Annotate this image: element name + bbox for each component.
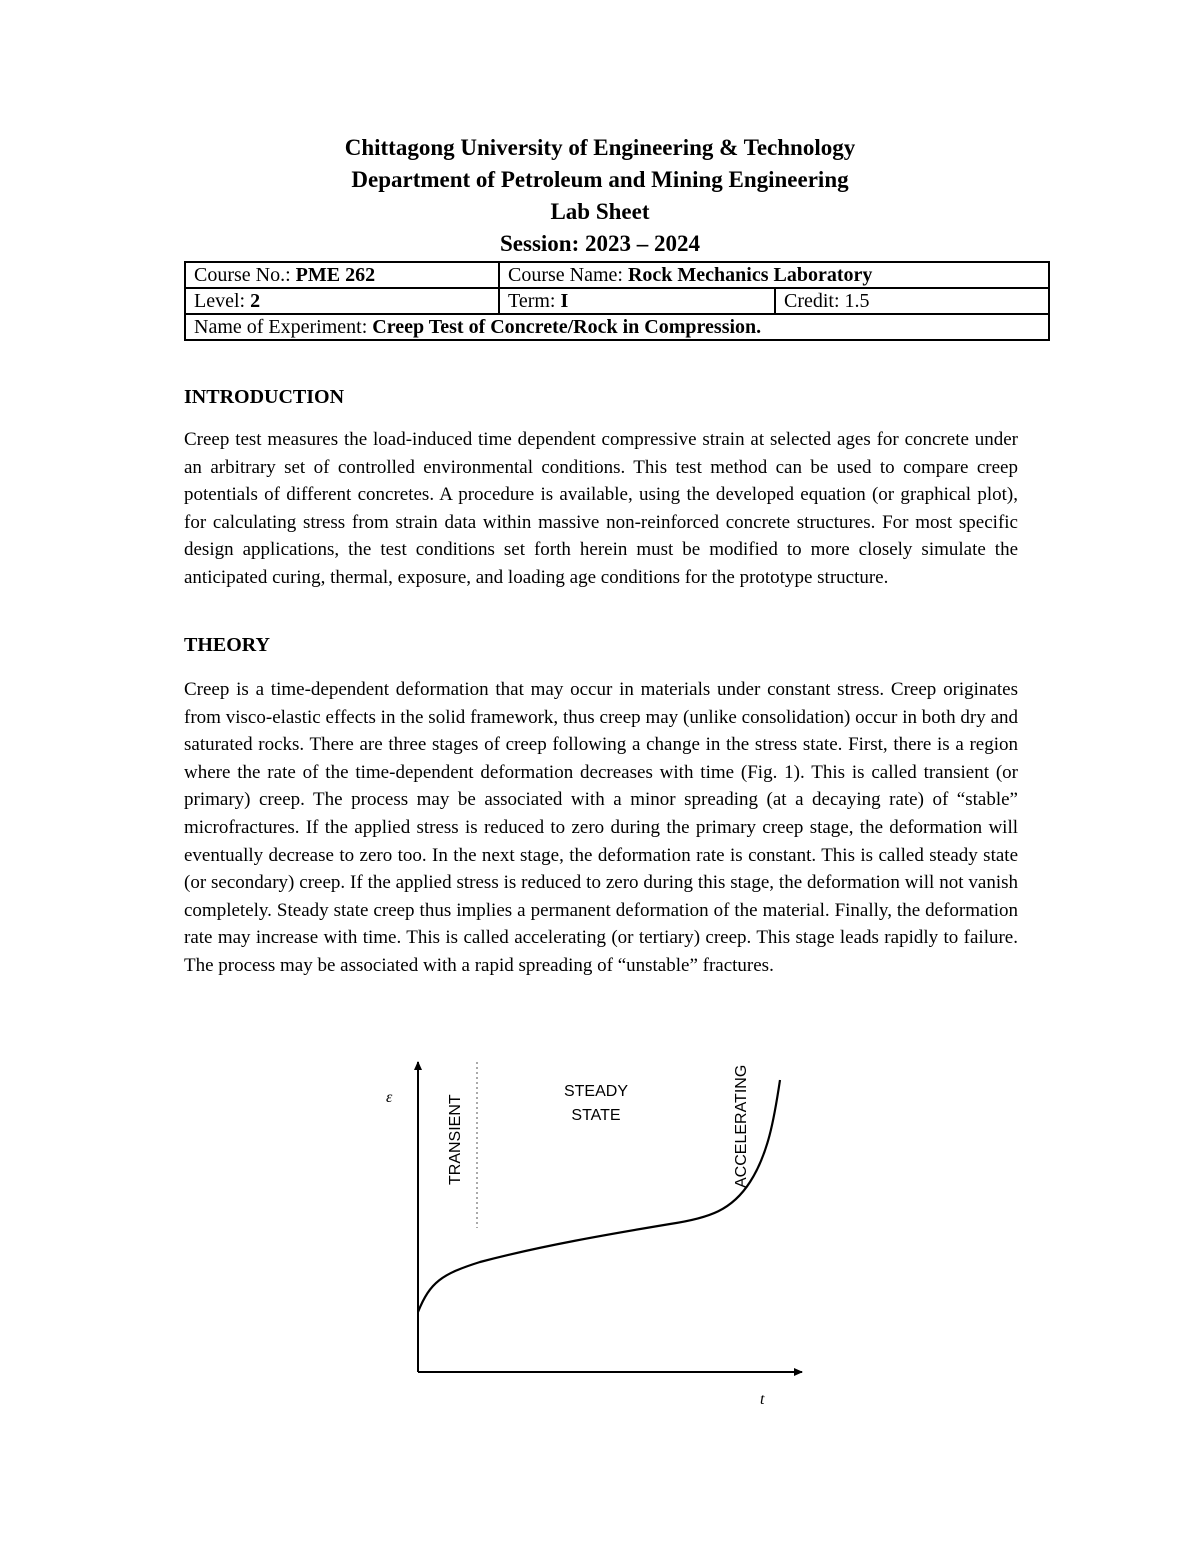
introduction-paragraph: Creep test measures the load-induced time dependent compressive strain at selected ages for concrete under an arbitrary set of controlled environmental conditions. This test method can be used to compare creep potentials of different concretes. A procedure is available, using the developed equation (or graphical plot), for calculating stress from strain data within massive non-reinforced concrete structures. For most specific design applications, the test conditions set forth herein must be modified to more closely simulate the anticipated curing, thermal, exposure, and loading age conditions for the prototype structure. <box>184 429 1018 588</box>
experiment-name: Creep Test of Concrete/Rock in Compression. <box>372 316 762 338</box>
creep-curve-figure <box>370 1050 830 1430</box>
theory-paragraph: Creep is a time-dependent deformation that may occur in materials under constant stress. Creep originates from visco-elastic effects in the solid framework, thus creep may (unlike consolidation) occur in both dry and saturated rocks. There are three stages of creep following a change in the stress state. First, there is a region where the rate of the time-dependent deformation decreases with time (Fig. 1). This is called transient (or primary) creep. The process may be associated with a minor spreading (at a decaying rate) of “stable” microfractures. If the applied stress is reduced to zero during the primary creep stage, the deformation will eventually decrease to zero too. In the next stage, the deformation rate is constant. This is called steady state (or secondary) creep. If the applied stress is reduced to zero during this stage, the deformation will not vanish completely. Steady state creep thus implies a permanent deformation of the material. Finally, the deformation rate may increase with time. This is called accelerating (or tertiary) creep. This stage leads rapidly to failure. The process may be associated with a rapid spreading of “unstable” fractures. <box>184 679 1018 976</box>
course-no-value: PME 262 <box>295 264 376 286</box>
creep-curve-diagram <box>370 1050 830 1430</box>
course-name-value: Rock Mechanics Laboratory <box>627 264 873 286</box>
transient-label: TRANSIENT <box>447 1094 464 1185</box>
table-row <box>185 262 1049 288</box>
document-header <box>0 132 1200 260</box>
course-info-table <box>184 261 1050 341</box>
accelerating-label: ACCELERATING <box>733 1064 750 1188</box>
level-cell: Level: 2 <box>185 288 499 314</box>
course-no-cell: Course No.: PME 262 <box>185 262 499 288</box>
x-axis-symbol: t <box>760 1391 765 1408</box>
session-label: Session: 2023 – 2024 <box>500 231 700 256</box>
sheet-title: Lab Sheet <box>550 199 650 224</box>
table-row <box>185 314 1049 340</box>
term-cell: Term: I <box>499 288 775 314</box>
table-row <box>185 288 1049 314</box>
steady-label-line1: STEADY <box>563 1083 629 1100</box>
level-value: 2 <box>250 290 261 312</box>
introduction-heading: INTRODUCTION <box>184 386 345 408</box>
credit-cell: Credit: 1.5 <box>775 288 1049 314</box>
university-name: Chittagong University of Engineering & Technology <box>344 135 856 160</box>
theory-heading: THEORY <box>184 634 270 656</box>
steady-label-line2: STATE <box>571 1107 621 1124</box>
course-name-cell: Course Name: Rock Mechanics Laboratory <box>499 262 1049 288</box>
experiment-cell: Name of Experiment: Creep Test of Concrete/Rock in Compression. <box>185 314 1049 340</box>
department-name: Department of Petroleum and Mining Engineering <box>351 167 849 192</box>
term-value: I <box>560 290 569 312</box>
y-axis-symbol: ε <box>386 1089 393 1106</box>
